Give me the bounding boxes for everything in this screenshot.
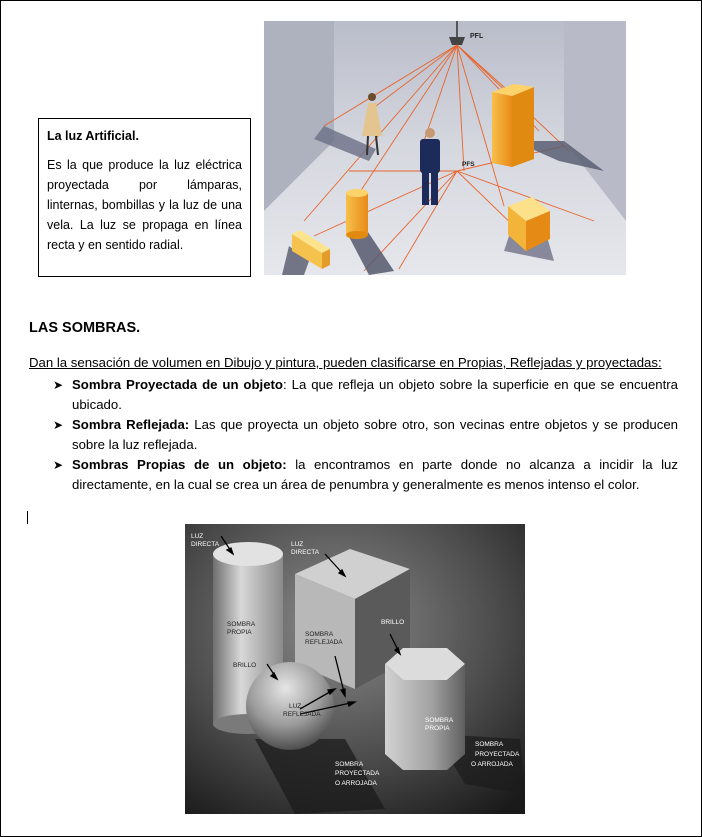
section-heading: LAS SOMBRAS. [29,320,141,336]
label-sombra-propia-2b: PROPIA [425,725,450,732]
shadow-types-diagram [185,524,525,814]
label-brillo-2: BRILLO [381,619,405,626]
label-luz-reflejada-b: REFLEJADA [283,711,321,718]
bullet-term: Sombras Propias de un objeto: [72,457,287,472]
label-luz-reflejada-a: LUZ [289,703,302,710]
arrow-bullet-icon: ➤ [53,418,64,432]
cylinder-base [346,231,368,239]
cylinder-top [346,189,368,197]
label-sombra-proyectada-c: O ARROJADA [335,780,377,787]
label-sombra-proyectada-b: PROYECTADA [335,770,380,777]
list-item [53,375,678,415]
bullet-text: la encontramos en parte donde no alcanza a incidir la luz directamente, en la cual se crea un área de penumbra y generalmente es menos intenso el color. [72,457,678,492]
shadow-types-list [53,375,678,495]
artificial-light-textbox [38,118,251,277]
text-cursor [27,511,28,524]
bullet-term: Sombra Reflejada: [72,417,190,432]
cylinder-top [213,542,283,566]
bullet-separator: : [283,377,287,392]
textbox-body: Es la que produce la luz eléctrica proyectada por lámparas, linternas, bombillas y la luz de una vela. La luz se propaga en línea recta y en sentido radial. [47,158,242,252]
tall-box-front [492,92,512,167]
section-intro: Dan la sensación de volumen en Dibujo y pintura, pueden clasificarse en Propias, Reflejadas y proyectadas: [29,355,662,370]
label-sombra-reflejada-a: SOMBRA [305,631,334,638]
list-item [53,455,678,495]
label-sombra-proyectada-2a: SOMBRA [475,741,504,748]
tall-box-side [512,87,534,167]
textbox-title: La luz Artificial. [47,129,139,143]
label-luz-directa-1a: LUZ [191,533,204,540]
bullet-text: La que refleja un objeto sobre la superficie en que se encuentra ubicado. [72,377,678,412]
label-sombra-propia-1a: SOMBRA [227,621,256,628]
arrow-bullet-icon: ➤ [53,458,64,472]
label-luz-directa-1b: DIRECTA [191,541,220,548]
label-luz-directa-2b: DIRECTA [291,549,320,556]
label-sombra-proyectada-2b: PROYECTADA [475,751,520,758]
label-sombra-propia-2a: SOMBRA [425,717,454,724]
bullet-text: Las que proyecta un objeto sobre otro, son vecinas entre objetos y se producen sobre la luz reflejada. [72,417,679,452]
label-pfs: PFS [462,161,475,168]
label-sombra-propia-1b: PROPIA [227,629,252,636]
label-sombra-proyectada-2c: O ARROJADA [471,761,513,768]
bullet-term: Sombra Proyectada de un objeto [72,377,283,392]
list-item [53,415,678,455]
label-luz-directa-2a: LUZ [291,541,304,548]
label-brillo-1: BRILLO [233,662,257,669]
label-sombra-proyectada-a: SOMBRA [335,761,364,768]
cylinder-body [346,193,368,235]
label-pfl: PFL [470,33,484,40]
arrow-bullet-icon: ➤ [53,378,64,392]
label-sombra-reflejada-b: REFLEJADA [305,639,343,646]
artificial-light-illustration [264,21,626,275]
